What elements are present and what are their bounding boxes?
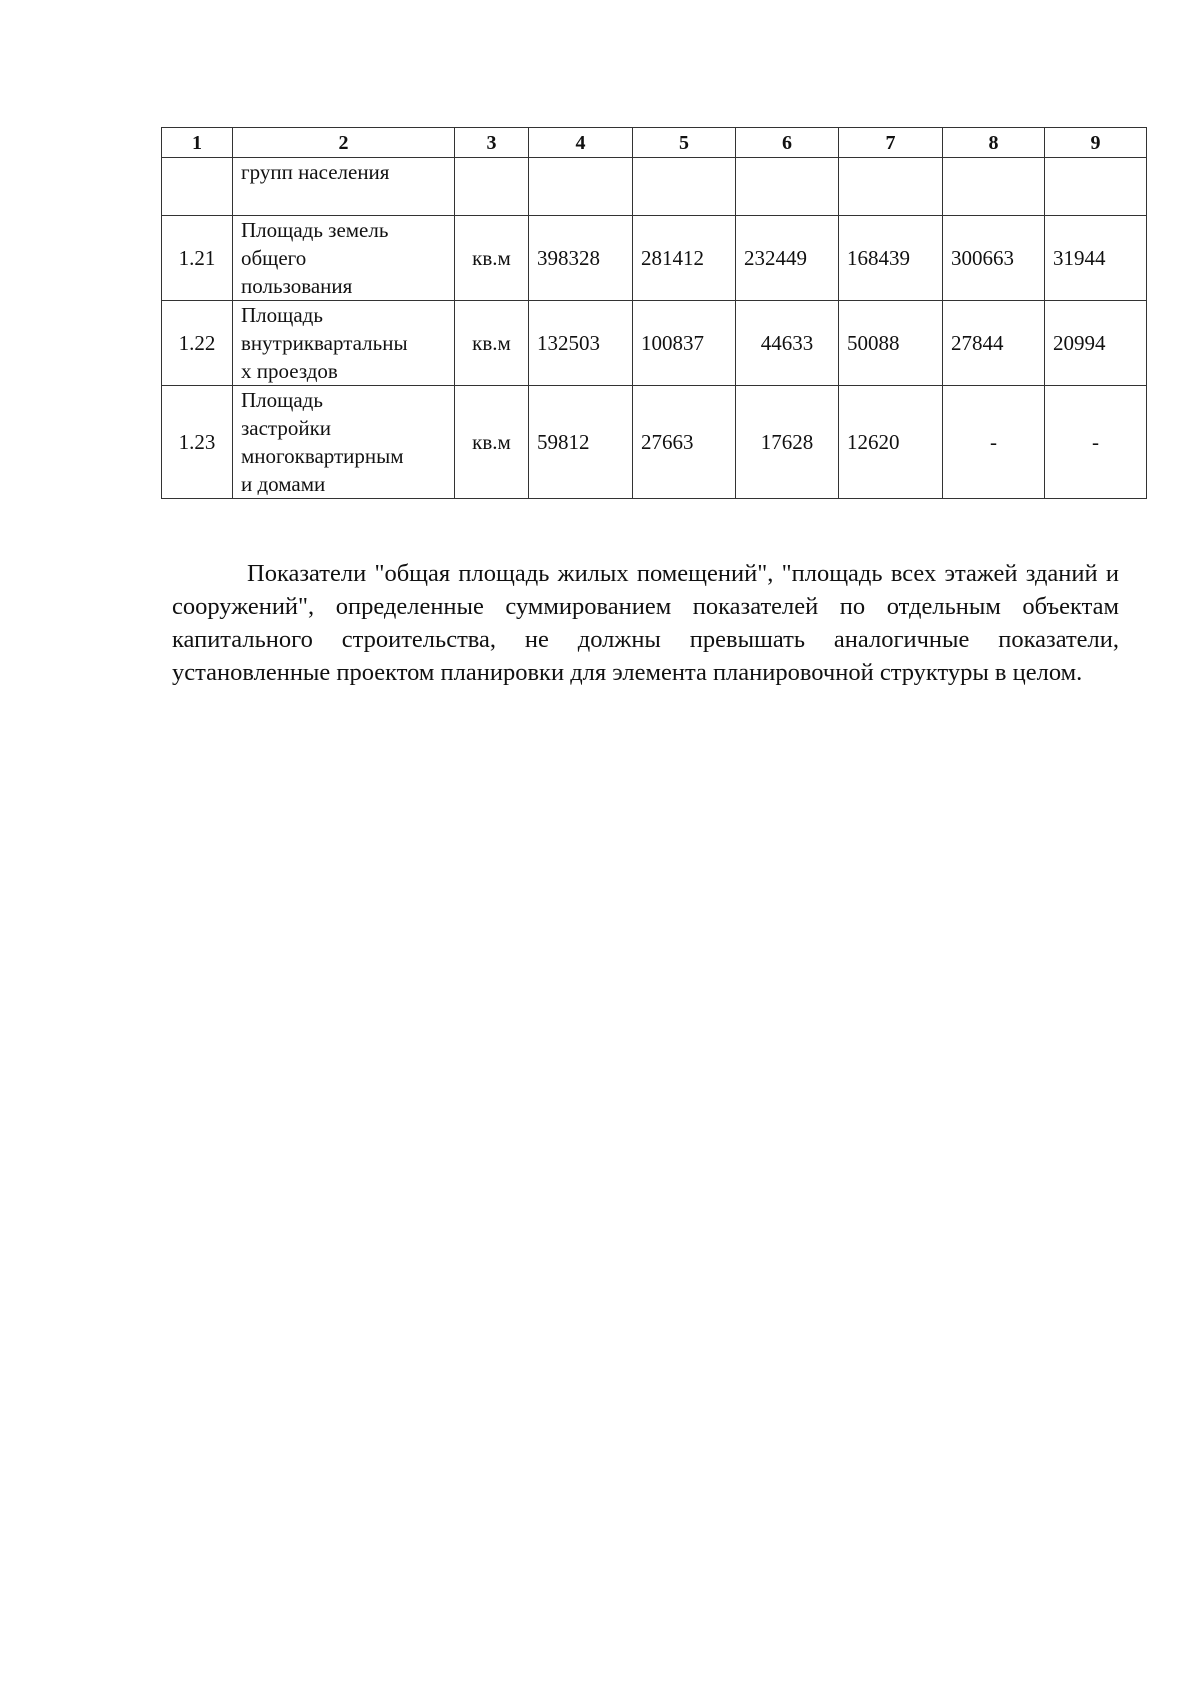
table-row <box>162 301 1147 386</box>
description-line: групп населения <box>241 160 390 184</box>
value-cell: 168439 <box>839 216 943 301</box>
description-line: х проездов <box>241 359 338 383</box>
row-unit: кв.м <box>455 216 529 301</box>
header-cell-6: 6 <box>736 128 839 158</box>
value-cell: 27844 <box>943 301 1045 386</box>
description-line: Площадь земель <box>241 218 389 242</box>
description-line: застройки <box>241 416 332 440</box>
header-cell-7: 7 <box>839 128 943 158</box>
value-cell: 12620 <box>839 386 943 499</box>
row-number: 1.22 <box>162 301 233 386</box>
value-cell: 300663 <box>943 216 1045 301</box>
row-unit <box>455 158 529 216</box>
value-cell: 44633 <box>736 301 839 386</box>
value-cell: - <box>943 386 1045 499</box>
value-cell: 17628 <box>736 386 839 499</box>
value-cell: 398328 <box>529 216 633 301</box>
value-cell: 20994 <box>1045 301 1147 386</box>
row-number: 1.23 <box>162 386 233 499</box>
value-cell <box>736 158 839 216</box>
header-cell-4: 4 <box>529 128 633 158</box>
header-cell-2: 2 <box>233 128 455 158</box>
description-line: пользования <box>241 274 353 298</box>
row-number: 1.21 <box>162 216 233 301</box>
description-line: Площадь <box>241 303 323 327</box>
description-line: и домами <box>241 472 326 496</box>
row-description <box>233 158 455 216</box>
table-row <box>162 216 1147 301</box>
value-cell: 27663 <box>633 386 736 499</box>
header-cell-9: 9 <box>1045 128 1147 158</box>
row-description <box>233 301 455 386</box>
value-cell: 31944 <box>1045 216 1147 301</box>
description-line: внутриквартальны <box>241 331 408 355</box>
value-cell <box>529 158 633 216</box>
value-cell <box>633 158 736 216</box>
value-cell: 232449 <box>736 216 839 301</box>
table-row <box>162 386 1147 499</box>
table-header-row <box>162 128 1147 158</box>
header-cell-1: 1 <box>162 128 233 158</box>
table-row <box>162 158 1147 216</box>
value-cell: 59812 <box>529 386 633 499</box>
header-cell-3: 3 <box>455 128 529 158</box>
row-number <box>162 158 233 216</box>
description-line: многоквартирным <box>241 444 404 468</box>
indicators-table <box>161 127 1147 499</box>
description-line: Площадь <box>241 388 323 412</box>
header-cell-5: 5 <box>633 128 736 158</box>
row-description <box>233 386 455 499</box>
value-cell <box>943 158 1045 216</box>
body-paragraph: Показатели "общая площадь жилых помещений", "площадь всех этажей зданий и сооружений", определенные суммированием показателей по отдельным объектам капитального строительства, не должны превышать аналогичные показатели, установленные проектом планировки для элемента планировочной структуры в целом. <box>172 559 1119 686</box>
value-cell: 132503 <box>529 301 633 386</box>
value-cell: 50088 <box>839 301 943 386</box>
value-cell <box>839 158 943 216</box>
value-cell <box>1045 158 1147 216</box>
row-unit: кв.м <box>455 301 529 386</box>
value-cell: 100837 <box>633 301 736 386</box>
value-cell: - <box>1045 386 1147 499</box>
row-description <box>233 216 455 301</box>
row-unit: кв.м <box>455 386 529 499</box>
description-line: общего <box>241 246 307 270</box>
value-cell: 281412 <box>633 216 736 301</box>
header-cell-8: 8 <box>943 128 1045 158</box>
